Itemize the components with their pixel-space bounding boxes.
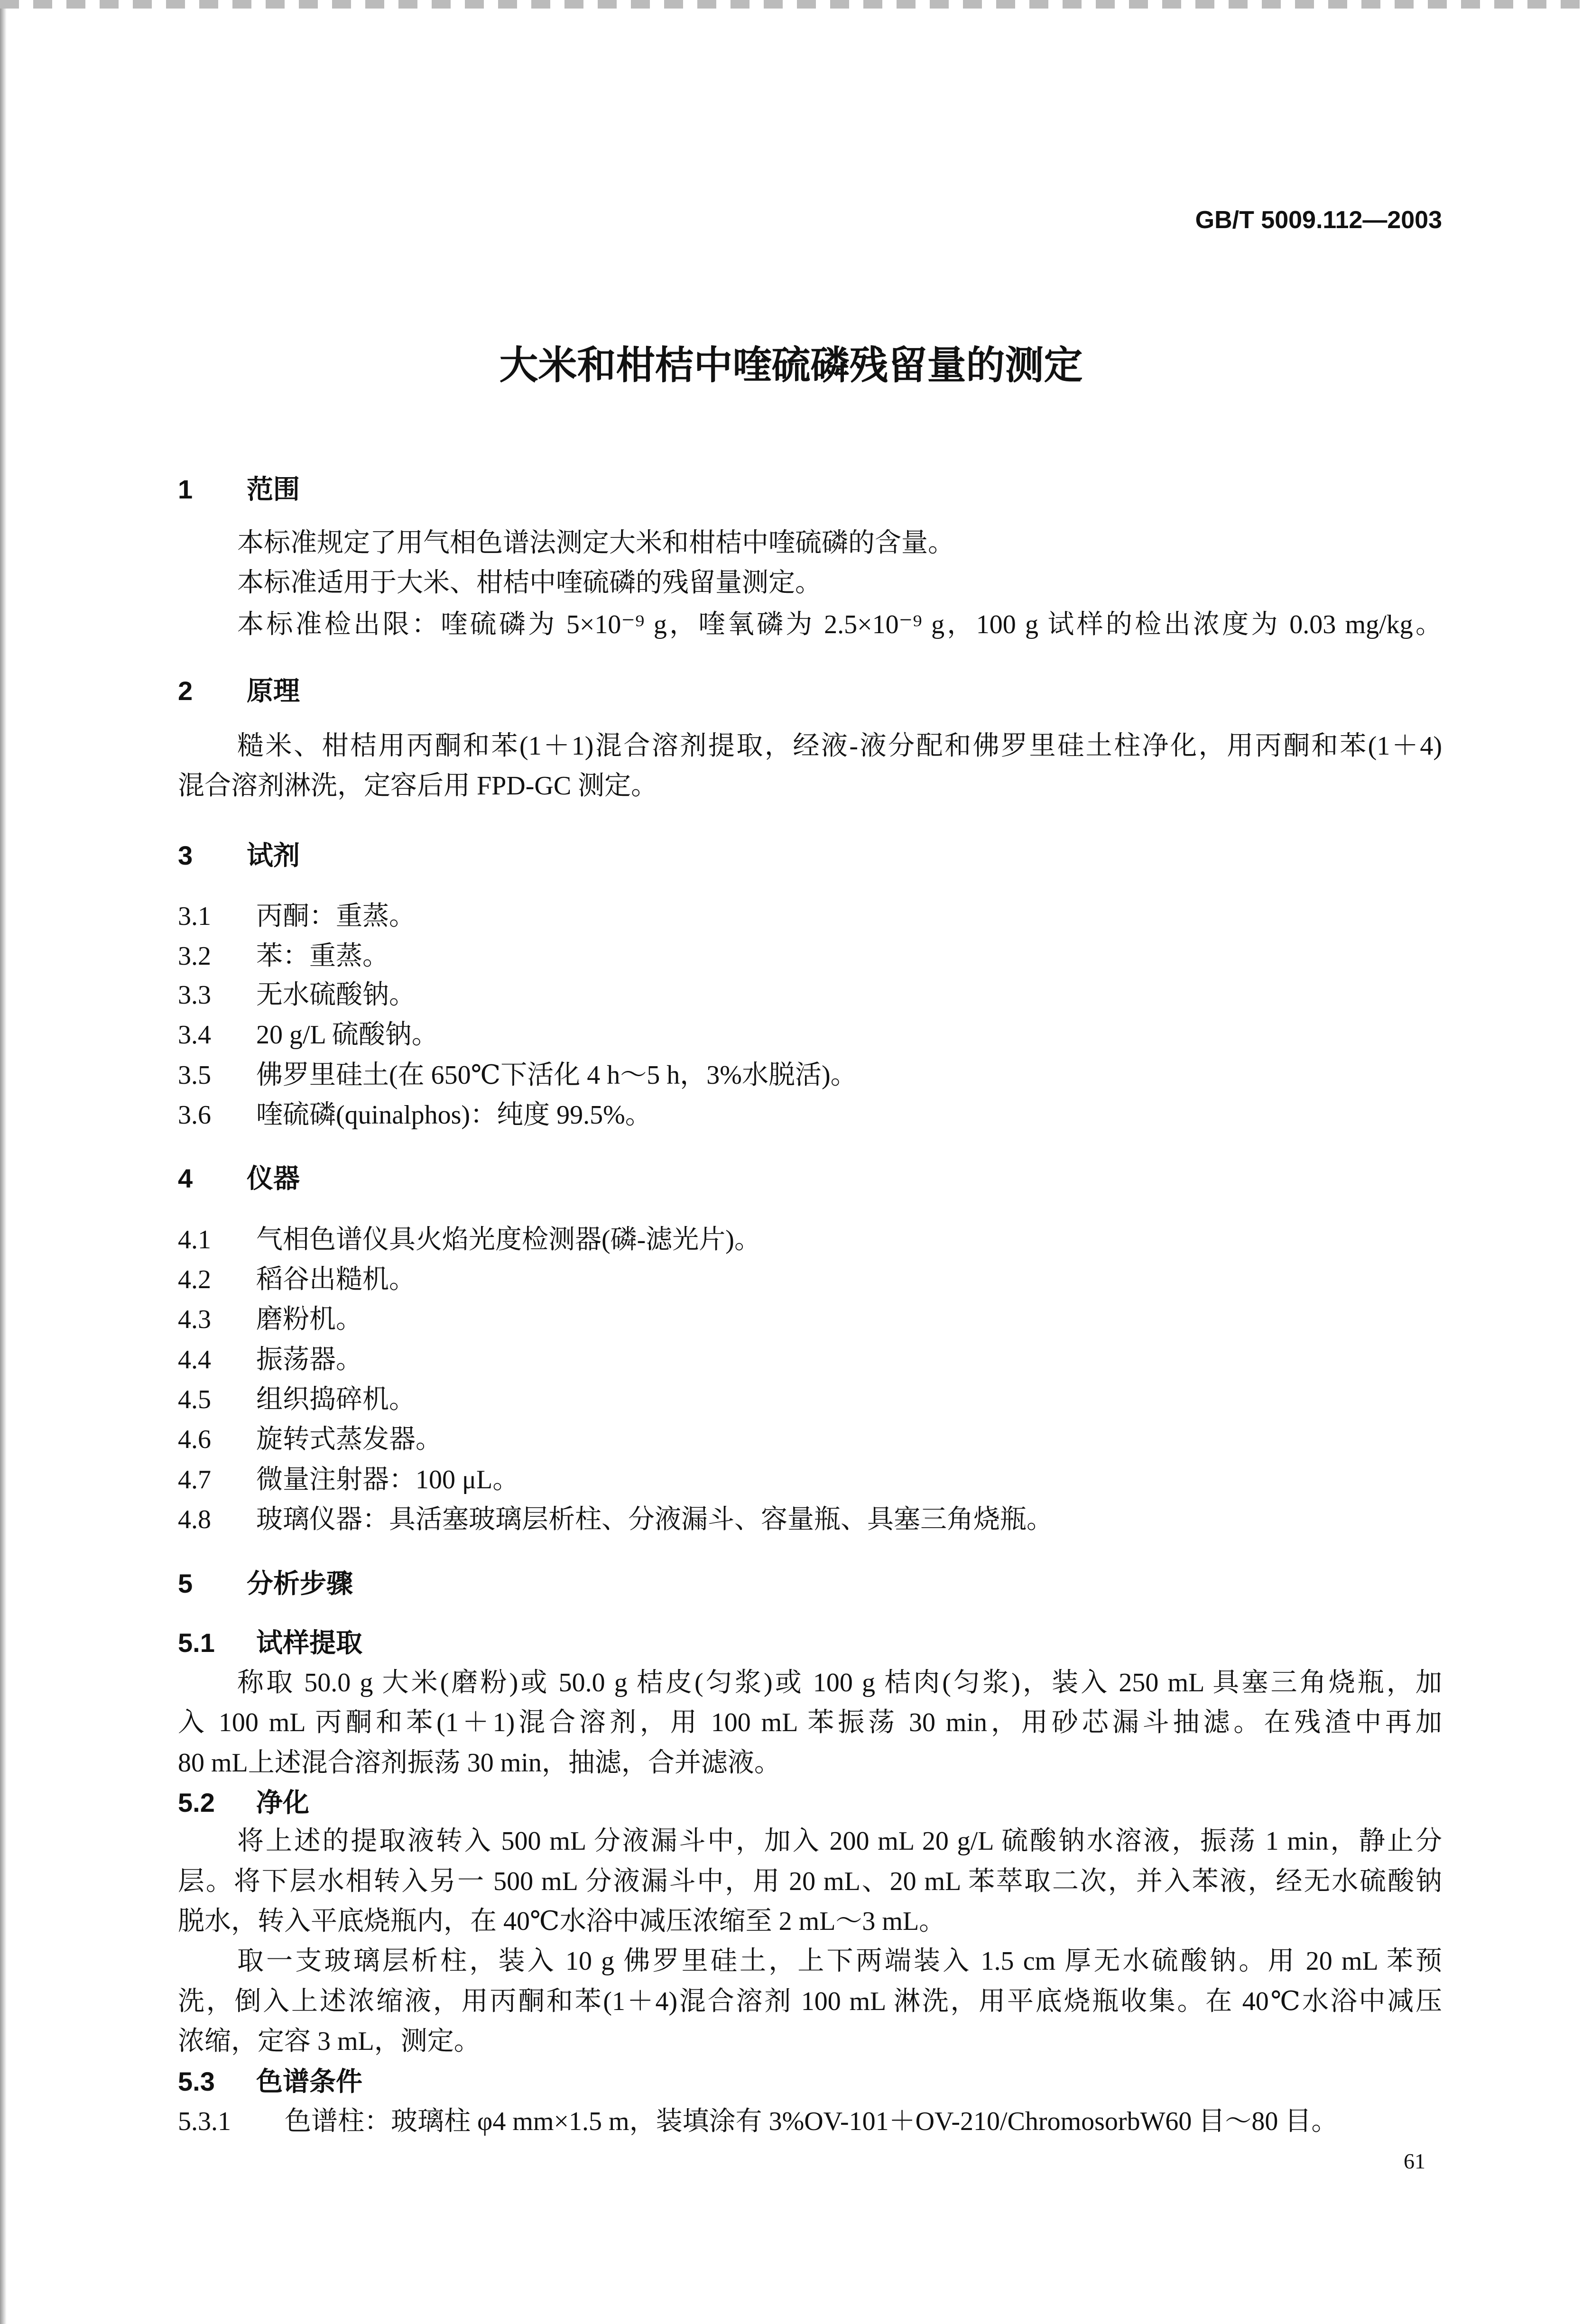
paragraph-line: 取一支玻璃层析柱，装入 10 g 佛罗里硅土，上下两端装入 1.5 cm 厚无水硫酸钠。用 20 mL 苯预 bbox=[237, 1946, 1442, 1976]
apparatus-item: 4.3 磨粉机。 bbox=[178, 1305, 362, 1334]
reagent-item: 3.1 丙酮：重蒸。 bbox=[178, 902, 416, 931]
page-number: 61 bbox=[1404, 2149, 1425, 2173]
apparatus-item: 4.1 气相色谱仪具火焰光度检测器(磷-滤光片)。 bbox=[178, 1225, 761, 1254]
paragraph-line: 本标准规定了用气相色谱法测定大米和柑桔中喹硫磷的含量。 bbox=[237, 528, 954, 558]
paragraph-line: 将上述的提取液转入 500 mL 分液漏斗中，加入 200 mL 20 g/L 硫酸钠水溶液，振荡 1 min，静止分 bbox=[237, 1826, 1442, 1856]
paragraph-line: 糙米、柑桔用丙酮和苯(1＋1)混合溶剂提取，经液-液分配和佛罗里硅土柱净化，用丙酮和苯(1＋4) bbox=[237, 731, 1442, 761]
section-5-2-heading: 5.2 净化 bbox=[178, 1788, 309, 1817]
paragraph-line: 本标准检出限：喹硫磷为 5×10⁻⁹ g，喹氧磷为 2.5×10⁻⁹ g，100 g 试样的检出浓度为 0.03 mg/kg。 bbox=[237, 610, 1442, 639]
section-2-heading: 2 原理 bbox=[178, 676, 300, 706]
reagent-item: 3.5 佛罗里硅土(在 650℃下活化 4 h～5 h，3%水脱活)。 bbox=[178, 1061, 857, 1090]
paragraph-line: 80 mL上述混合溶剂振荡 30 min，抽滤，合并滤液。 bbox=[178, 1748, 781, 1778]
section-5-1-heading: 5.1 试样提取 bbox=[178, 1628, 362, 1658]
paragraph-line: 入 100 mL 丙酮和苯(1＋1)混合溶剂，用 100 mL 苯振荡 30 min，用砂芯漏斗抽滤。在残渣中再加 bbox=[178, 1708, 1442, 1737]
section-5-3-1: 5.3.1 色谱柱：玻璃柱 φ4 mm×1.5 m，装填涂有 3%OV-101＋OV-210/ChromosorbW60 目～80 目。 bbox=[178, 2107, 1338, 2136]
reagent-item: 3.4 20 g/L 硫酸钠。 bbox=[178, 1020, 438, 1050]
reagent-item: 3.3 无水硫酸钠。 bbox=[178, 980, 416, 1010]
section-5-heading: 5 分析步骤 bbox=[178, 1568, 353, 1598]
paragraph-line: 层。将下层水相转入另一 500 mL 分液漏斗中，用 20 mL、20 mL 苯萃取二次，并入苯液，经无水硫酸钠 bbox=[178, 1867, 1442, 1896]
reagent-item: 3.2 苯：重蒸。 bbox=[178, 941, 389, 971]
apparatus-item: 4.7 微量注射器：100 μL。 bbox=[178, 1465, 519, 1494]
paragraph-line: 脱水，转入平底烧瓶内，在 40℃水浴中减压浓缩至 2 mL～3 mL。 bbox=[178, 1907, 946, 1936]
reagent-item: 3.6 喹硫磷(quinalphos)：纯度 99.5%。 bbox=[178, 1100, 652, 1130]
standard-number: GB/T 5009.112—2003 bbox=[1195, 206, 1442, 234]
apparatus-item: 4.2 稻谷出糙机。 bbox=[178, 1265, 416, 1294]
paragraph-line: 洗，倒入上述浓缩液，用丙酮和苯(1＋4)混合溶剂 100 mL 淋洗，用平底烧瓶收集。在 40℃水浴中减压 bbox=[178, 1987, 1442, 2016]
paragraph-line: 本标准适用于大米、柑桔中喹硫磷的残留量测定。 bbox=[237, 568, 822, 598]
apparatus-item: 4.4 振荡器。 bbox=[178, 1345, 362, 1374]
section-1-heading: 1 范围 bbox=[178, 474, 300, 504]
section-5-3-heading: 5.3 色谱条件 bbox=[178, 2066, 362, 2096]
document-title: 大米和柑桔中喹硫磷残留量的测定 bbox=[499, 344, 1083, 387]
section-3-heading: 3 试剂 bbox=[178, 840, 300, 870]
paragraph-line: 称取 50.0 g 大米(磨粉)或 50.0 g 桔皮(匀浆)或 100 g 桔肉(匀浆)，装入 250 mL 具塞三角烧瓶，加 bbox=[237, 1668, 1442, 1697]
scan-top-edge bbox=[0, 0, 1582, 9]
section-4-heading: 4 仪器 bbox=[178, 1163, 300, 1193]
paragraph-line: 混合溶剂淋洗，定容后用 FPD-GC 测定。 bbox=[178, 771, 658, 801]
apparatus-item: 4.6 旋转式蒸发器。 bbox=[178, 1425, 442, 1454]
apparatus-item: 4.5 组织捣碎机。 bbox=[178, 1385, 416, 1414]
apparatus-item: 4.8 玻璃仪器：具活塞玻璃层析柱、分液漏斗、容量瓶、具塞三角烧瓶。 bbox=[178, 1505, 1053, 1534]
paragraph-line: 浓缩，定容 3 mL，测定。 bbox=[178, 2027, 481, 2056]
